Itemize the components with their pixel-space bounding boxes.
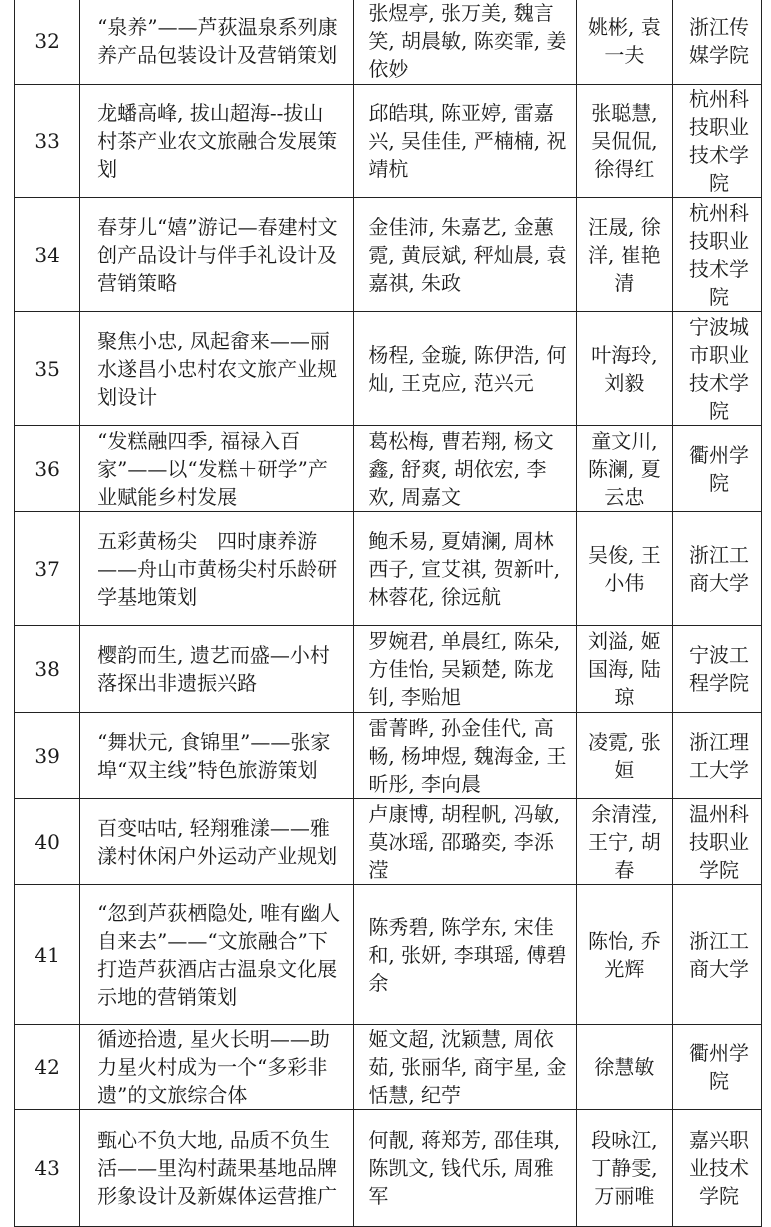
project-title-cell	[80, 198, 354, 312]
team-members-cell	[354, 885, 576, 1025]
row-number-cell	[15, 0, 80, 85]
table-row	[15, 799, 762, 885]
school-name: 宁波工程学院	[689, 643, 749, 695]
advisors: 童文川, 陈澜, 夏云忠	[588, 428, 661, 509]
row-number-cell	[15, 85, 80, 198]
advisors: 吴俊, 王小伟	[588, 542, 661, 595]
table-row	[15, 0, 762, 85]
team-members: 陈秀碧, 陈学东, 宋佳和, 张妍, 李琪瑶, 傅碧余	[368, 914, 567, 995]
advisors-cell	[576, 85, 672, 198]
team-members: 鲍禾易, 夏婧澜, 周林西子, 宣艾祺, 贺新叶, 林蓉花, 徐远航	[368, 528, 561, 609]
row-number-cell	[15, 799, 80, 885]
project-title: “舞状元, 食锦里”——张家埠“双主线”特色旅游策划	[97, 729, 331, 782]
row-number: 36	[34, 456, 60, 481]
table-row	[15, 85, 762, 198]
advisors-cell	[576, 512, 672, 626]
school-name: 浙江工商大学	[689, 928, 749, 981]
team-members: 邱皓琪, 陈亚婷, 雷嘉兴, 吴佳佳, 严楠楠, 祝靖杭	[368, 101, 567, 181]
row-number: 42	[34, 1055, 60, 1079]
advisors: 叶海玲, 刘毅	[591, 342, 658, 395]
team-members-cell	[354, 312, 576, 426]
school-name-cell	[673, 85, 762, 198]
advisors-cell	[576, 198, 672, 312]
project-title: 循迹拾遗, 星火长明——助力星火村成为一个“多彩非遗”的文旅综合体	[97, 1027, 330, 1107]
advisors-cell	[576, 426, 672, 512]
team-members: 罗婉君, 单晨红, 陈朵, 方佳怡, 吴颖楚, 陈龙钊, 李贻旭	[368, 629, 561, 709]
project-title-cell	[80, 626, 354, 713]
row-number-cell	[15, 1025, 80, 1110]
advisors-cell	[576, 799, 672, 885]
team-members-cell	[354, 626, 576, 713]
advisors: 汪晟, 徐洋, 崔艳清	[588, 214, 661, 295]
project-title-cell	[80, 0, 354, 85]
row-number: 38	[34, 657, 60, 681]
school-name-cell	[673, 626, 762, 713]
project-title: “泉养”——芦荻温泉系列康养产品包装设计及营销策划	[97, 14, 338, 67]
project-title: 春芽儿“嬉”游记—春建村文创产品设计与伴手礼设计及营销策略	[97, 214, 338, 295]
table-row	[15, 512, 762, 626]
row-number: 41	[34, 942, 60, 967]
row-number-cell	[15, 312, 80, 426]
school-name-cell	[673, 1110, 762, 1227]
school-name: 浙江传媒学院	[689, 14, 749, 67]
project-title: 樱韵而生, 遗艺而盛—小村落探出非遗振兴路	[97, 643, 330, 695]
row-number: 32	[34, 28, 60, 53]
table-row	[15, 1025, 762, 1110]
team-members-cell	[354, 713, 576, 799]
table-row	[15, 885, 762, 1025]
advisors-cell	[576, 1025, 672, 1110]
row-number: 35	[34, 356, 60, 381]
advisors: 徐慧敏	[594, 1055, 655, 1079]
project-title: 聚焦小忠, 凤起畲来——丽水遂昌小忠村农文旅产业规划设计	[97, 328, 338, 409]
project-title: 百变咕咕, 轻翔雅漾——雅漾村休闲户外运动产业规划	[97, 815, 338, 868]
school-name-cell	[673, 799, 762, 885]
school-name-cell	[673, 312, 762, 426]
advisors-cell	[576, 885, 672, 1025]
project-title: “发糕融四季, 福禄入百家”——以“发糕＋研学”产业赋能乡村发展	[97, 428, 328, 509]
table-row	[15, 312, 762, 426]
row-number: 34	[34, 242, 60, 267]
advisors-cell	[576, 626, 672, 713]
advisors: 刘溢, 姬国海, 陆琼	[588, 629, 661, 709]
project-title-cell	[80, 512, 354, 626]
school-name: 杭州科技职业技术学院	[689, 200, 749, 309]
school-name-cell	[673, 713, 762, 799]
advisors-cell	[576, 0, 672, 85]
school-name-cell	[673, 885, 762, 1025]
team-members-cell	[354, 1025, 576, 1110]
team-members-cell	[354, 0, 576, 85]
row-number: 39	[34, 743, 60, 768]
team-members: 何靓, 蒋郑芳, 邵佳琪, 陈凯文, 钱代乐, 周雅军	[368, 1128, 561, 1208]
row-number-cell	[15, 512, 80, 626]
school-name-cell	[673, 198, 762, 312]
school-name-cell	[673, 0, 762, 85]
team-members-cell	[354, 1110, 576, 1227]
row-number: 40	[34, 829, 60, 854]
advisors: 姚彬, 袁一夫	[588, 14, 661, 67]
school-name-cell	[673, 426, 762, 512]
school-name: 衢州学院	[689, 442, 749, 495]
team-members-cell	[354, 799, 576, 885]
award-table	[14, 0, 762, 1227]
project-title-cell	[80, 1110, 354, 1227]
school-name: 衢州学院	[689, 1041, 749, 1093]
team-members-cell	[354, 512, 576, 626]
row-number-cell	[15, 713, 80, 799]
advisors-cell	[576, 312, 672, 426]
row-number-cell	[15, 626, 80, 713]
school-name: 嘉兴职业技术学院	[689, 1128, 749, 1208]
advisors: 张聪慧, 吴侃侃, 徐得红	[591, 101, 658, 181]
row-number: 43	[34, 1156, 60, 1180]
row-number-cell	[15, 1110, 80, 1227]
table-row	[15, 198, 762, 312]
advisors-cell	[576, 713, 672, 799]
table-row	[15, 626, 762, 713]
row-number-cell	[15, 885, 80, 1025]
team-members-cell	[354, 198, 576, 312]
advisors: 余清滢, 王宁, 胡春	[588, 801, 661, 882]
school-name-cell	[673, 1025, 762, 1110]
project-title: 甄心不负大地, 品质不负生活——里沟村蔬果基地品牌形象设计及新媒体运营推广	[97, 1128, 338, 1208]
project-title-cell	[80, 713, 354, 799]
project-title: 五彩黄杨尖 四时康养游——舟山市黄杨尖村乐龄研学基地策划	[97, 528, 338, 609]
team-members-cell	[354, 85, 576, 198]
project-title-cell	[80, 1025, 354, 1110]
school-name: 浙江工商大学	[689, 542, 749, 595]
table-row	[15, 426, 762, 512]
row-number-cell	[15, 198, 80, 312]
project-title-cell	[80, 85, 354, 198]
table-row	[15, 1110, 762, 1227]
table-row	[15, 713, 762, 799]
advisors: 陈怡, 乔光辉	[588, 928, 661, 981]
row-number-cell	[15, 426, 80, 512]
team-members: 金佳沛, 朱嘉艺, 金蕙霓, 黄辰斌, 秤灿晨, 袁嘉祺, 朱政	[368, 214, 567, 295]
row-number: 33	[34, 129, 60, 153]
project-title-cell	[80, 885, 354, 1025]
advisors: 凌霓, 张姮	[588, 729, 661, 782]
team-members-cell	[354, 426, 576, 512]
school-name: 杭州科技职业技术学院	[689, 87, 749, 195]
school-name: 温州科技职业学院	[689, 801, 749, 882]
row-number: 37	[34, 556, 60, 581]
team-members: 葛松梅, 曹若翔, 杨文鑫, 舒爽, 胡依宏, 李欢, 周嘉文	[368, 428, 554, 509]
school-name-cell	[673, 512, 762, 626]
project-title-cell	[80, 799, 354, 885]
team-members: 张煜亭, 张万美, 魏言笑, 胡晨敏, 陈奕霏, 姜依妙	[368, 0, 567, 81]
team-members: 雷菁晔, 孙金佳代, 高畅, 杨坤煜, 魏海金, 王昕彤, 李向晨	[368, 715, 567, 796]
project-title-cell	[80, 426, 354, 512]
team-members: 杨程, 金璇, 陈伊浩, 何灿, 王克应, 范兴元	[368, 342, 567, 395]
advisors: 段咏江, 丁静雯, 万丽唯	[591, 1128, 658, 1208]
school-name: 浙江理工大学	[689, 729, 749, 782]
project-title: 龙蟠高峰, 拔山超海--拔山村茶产业农文旅融合发展策划	[97, 101, 338, 181]
project-title: “忽到芦荻栖隐处, 唯有幽人自来去”——“文旅融合”下打造芦荻酒店古温泉文化展示地的营销策划	[97, 900, 341, 1009]
school-name: 宁波城市职业技术学院	[689, 314, 749, 423]
team-members: 卢康博, 胡程帆, 冯敏, 莫冰瑶, 邵璐奕, 李泺滢	[368, 801, 561, 882]
award-table-body	[15, 0, 762, 1227]
team-members: 姬文超, 沈颖慧, 周依茹, 张丽华, 商宇星, 金恬慧, 纪苧	[368, 1027, 567, 1107]
advisors-cell	[576, 1110, 672, 1227]
project-title-cell	[80, 312, 354, 426]
